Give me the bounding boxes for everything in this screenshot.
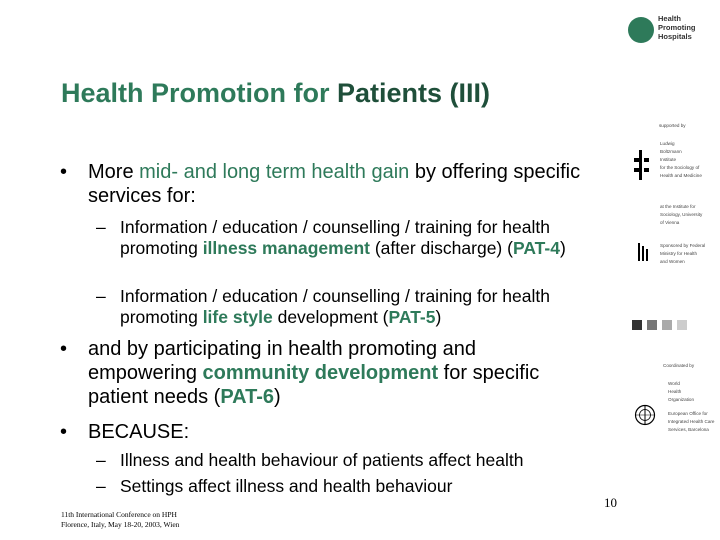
footer xyxy=(61,510,179,530)
subbullet-text: development ( xyxy=(272,307,389,327)
sponsor-line: and Women xyxy=(660,259,685,264)
slide-title xyxy=(61,78,490,109)
subbullet-text: Information / education / counselling / training for health promoting xyxy=(120,217,550,258)
who-office-line: Integrated Health Care xyxy=(668,419,715,424)
partner-squares-icon xyxy=(632,320,688,330)
bullet-text: BECAUSE: xyxy=(88,421,190,443)
who-name xyxy=(668,380,694,404)
subbullet-highlight: illness management xyxy=(202,238,370,258)
pat-code: PAT-4 xyxy=(512,238,560,258)
bullet-text: for specific patient needs ( xyxy=(88,362,540,408)
sponsor-line: Ministry for Health xyxy=(660,251,698,256)
bullet-highlight: community development xyxy=(202,362,439,384)
pat-code: PAT-5 xyxy=(388,307,436,327)
coordinated-by-label: Coordinated by xyxy=(663,363,695,368)
institute-line: Ludwig xyxy=(660,141,675,146)
footer-line-2: Florence, Italy, May 18-20, 2003, Wien xyxy=(61,520,180,529)
subbullet-mark: – xyxy=(96,217,106,237)
bullet-text: ) xyxy=(274,386,281,408)
subbullet-mark: – xyxy=(96,286,106,306)
title-part-2: Patients (III) xyxy=(337,78,491,108)
bullet-text: by offering specific services for: xyxy=(88,161,581,207)
who-office-line: European Office for xyxy=(668,411,708,416)
page-number: 10 xyxy=(604,495,617,510)
bullet-community-development xyxy=(60,337,565,409)
affiliation-line: of Vienna xyxy=(660,220,680,225)
bullet-specific-services xyxy=(60,160,620,208)
subbullet-mark: – xyxy=(96,450,106,470)
logo-line-1: Health xyxy=(658,14,681,23)
logo-text xyxy=(658,14,696,41)
pat-code: PAT-6 xyxy=(220,386,275,408)
who-emblem-icon xyxy=(634,404,656,426)
institute-line: Institute xyxy=(660,157,677,162)
who-line: Organization xyxy=(668,397,695,402)
subbullet-text: Illness and health behaviour of patients affect health xyxy=(120,450,524,470)
who-line: Health xyxy=(668,389,682,394)
ministry-logo-icon xyxy=(636,243,650,261)
subbullet-mark: – xyxy=(96,476,106,496)
logo-line-2: Promoting xyxy=(658,23,696,32)
subbullet-life-style xyxy=(96,286,616,328)
subbullet-illness-management xyxy=(96,217,616,259)
institute-line: for the Sociology of xyxy=(660,165,700,170)
logo-line-3: Hospitals xyxy=(658,32,692,41)
bullet-highlight: mid- and long term health gain xyxy=(139,161,410,183)
institute-line: Health and Medicine xyxy=(660,173,702,178)
bullet-mark: • xyxy=(60,421,68,443)
ludwig-boltzmann-institute-logo-icon xyxy=(634,150,650,180)
affiliation-line: Sociology, University xyxy=(660,212,703,217)
sponsor-line: Sponsored by Federal xyxy=(660,243,706,248)
who-line: World xyxy=(668,381,680,386)
health-promoting-hospitals-logo-icon xyxy=(628,17,654,43)
institute-name xyxy=(660,140,702,180)
subbullet-text: Settings affect illness and health behaviour xyxy=(120,476,453,496)
affiliation-line: at the Institute for xyxy=(660,204,696,209)
subbullet-text: ) xyxy=(559,238,566,258)
sponsor-text xyxy=(660,242,705,266)
who-office-line: Services, Barcelona xyxy=(668,427,709,432)
title-part-1: Health Promotion for xyxy=(61,78,337,108)
subbullet-illness-behaviour xyxy=(96,450,616,471)
institute-affiliation xyxy=(660,203,702,227)
institute-line: Boltzmann xyxy=(660,149,682,154)
bullet-mark: • xyxy=(60,338,68,360)
who-office xyxy=(668,410,714,434)
footer-line-1: 11th International Conference on HPH xyxy=(61,510,177,519)
bullet-text: More xyxy=(88,161,140,183)
bullet-mark: • xyxy=(60,161,68,183)
subbullet-settings-affect xyxy=(96,476,616,497)
subbullet-text: ) xyxy=(435,307,442,327)
supported-by-label: supported by xyxy=(659,123,686,128)
health-promoting-hospitals-logo xyxy=(628,14,696,43)
subbullet-text: (after discharge) ( xyxy=(369,238,513,258)
subbullet-highlight: life style xyxy=(202,307,273,327)
subbullet-text: Information / education / counselling / training for health promoting xyxy=(120,286,550,327)
bullet-because xyxy=(60,420,620,444)
bullet-text: and by participating in health promoting and empowering xyxy=(88,338,477,384)
